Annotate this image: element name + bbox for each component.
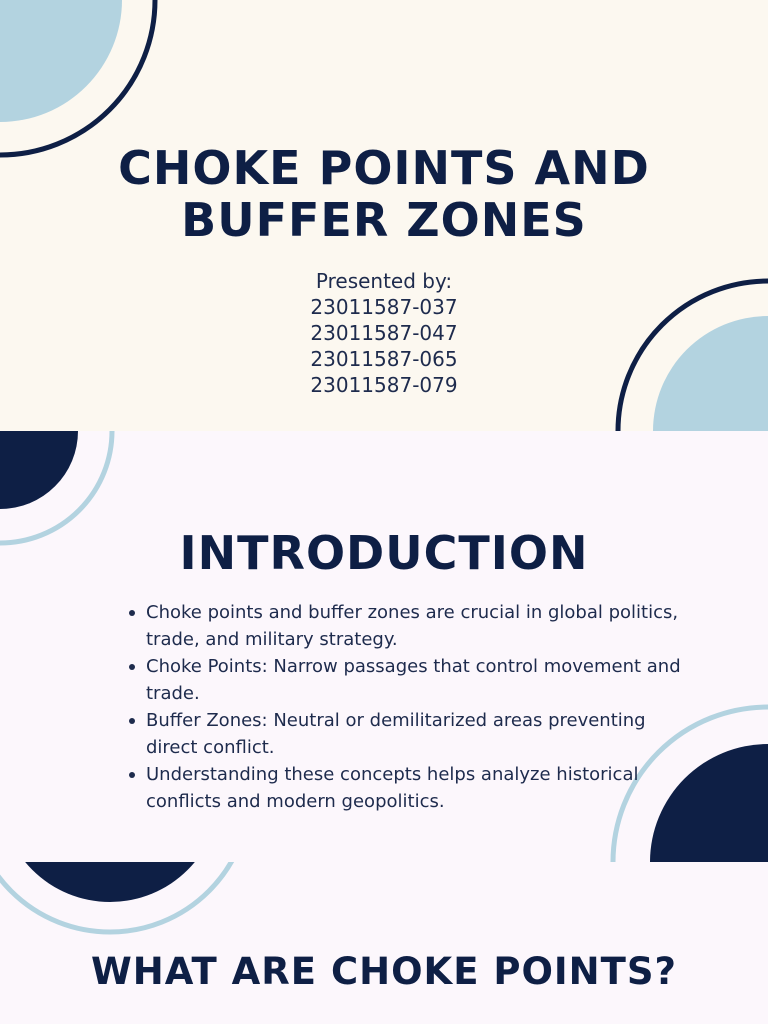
presenter-id: 23011587-037 — [310, 295, 458, 319]
bullet-item: Choke points and buffer zones are crucial in global politics, trade, and military strategy. — [146, 599, 686, 653]
presenter-id: 23011587-079 — [310, 373, 458, 397]
slide-title — [0, 0, 768, 431]
bullet-item: Buffer Zones: Neutral or demilitarized areas preventing direct conflict. — [146, 707, 686, 761]
introduction-title: INTRODUCTION — [179, 526, 589, 580]
slide-introduction — [0, 431, 768, 862]
title-line-2: BUFFER ZONES — [181, 193, 587, 247]
presenters-block — [0, 268, 768, 398]
introduction-bullets — [126, 599, 686, 815]
choke-points-title: WHAT ARE CHOKE POINTS? — [91, 950, 677, 993]
presenter-id: 23011587-065 — [310, 347, 458, 371]
top-left-navy-circle — [0, 431, 78, 509]
slide-what-are-choke-points — [0, 862, 768, 1024]
top-left-blue-circle — [0, 0, 122, 122]
presented-by-label: Presented by: — [315, 269, 453, 293]
presentation-title — [0, 142, 768, 246]
slide3-decoration — [0, 862, 768, 1024]
top-left-navy-half-circle — [0, 862, 220, 902]
presenter-id: 23011587-047 — [310, 321, 458, 345]
title-line-1: CHOKE POINTS AND — [118, 141, 650, 195]
bullet-item: Understanding these concepts helps analyze historical conflicts and modern geopolitics. — [146, 761, 686, 815]
bullet-item: Choke Points: Narrow passages that control movement and trade. — [146, 653, 686, 707]
